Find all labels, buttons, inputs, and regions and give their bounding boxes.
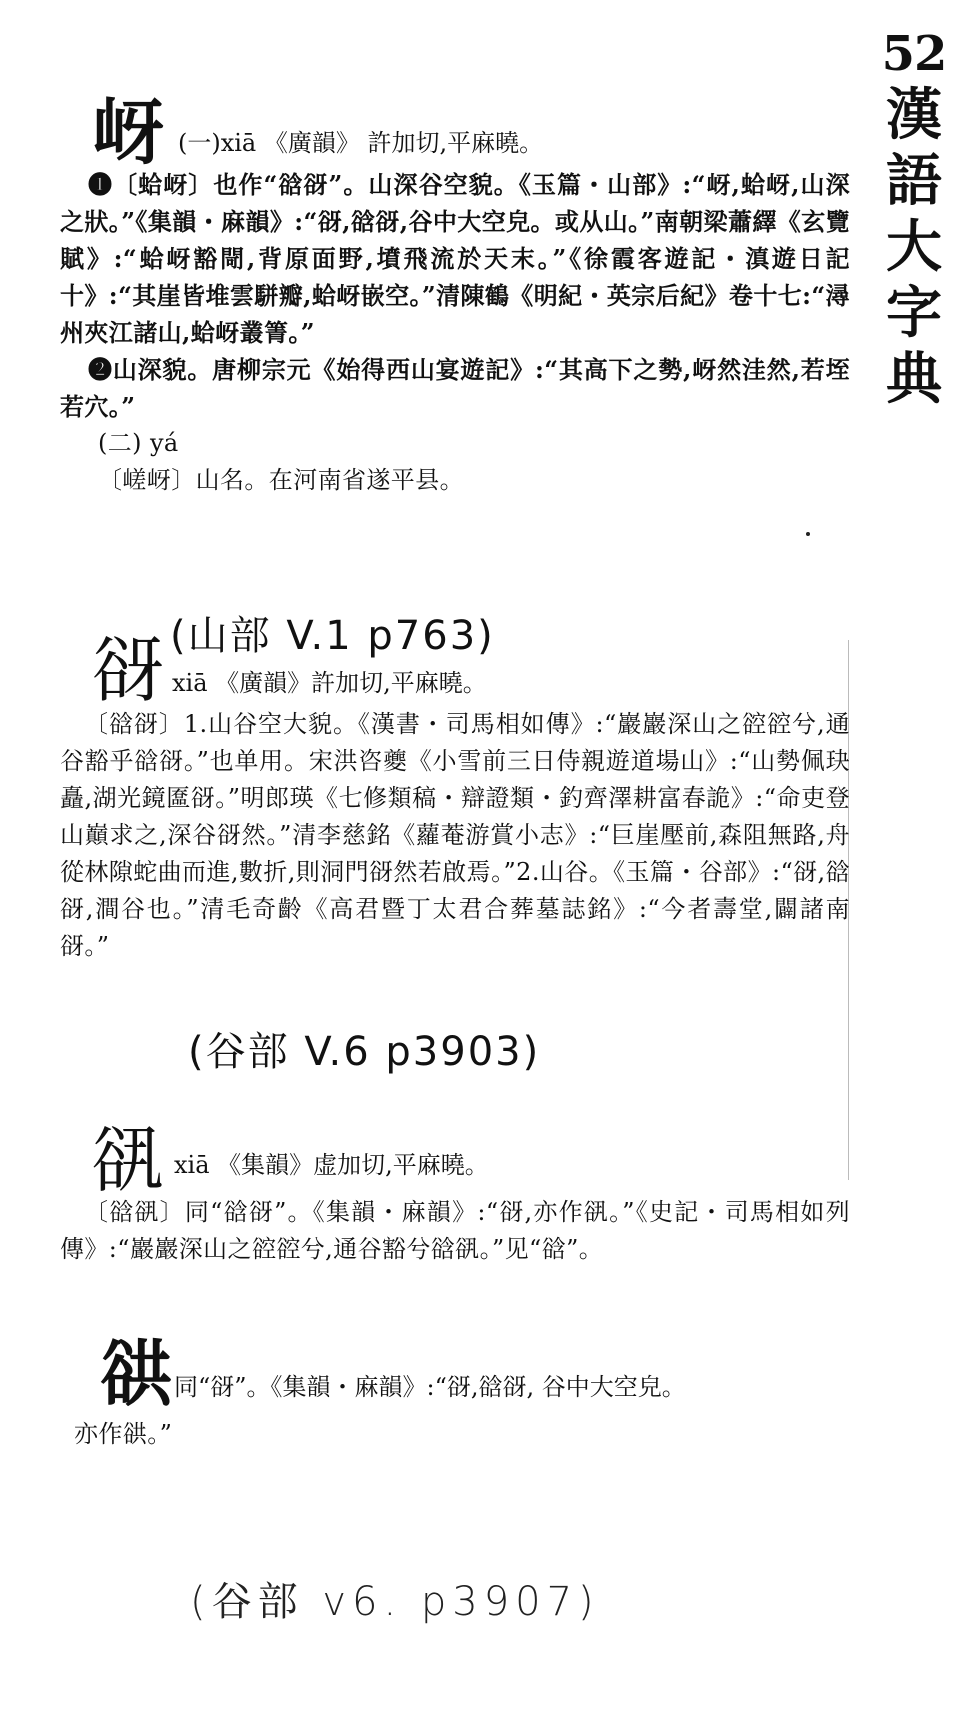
entry-1-body xyxy=(60,166,850,499)
headword-4: 谼 xyxy=(100,1331,173,1416)
headword-2: 谺 xyxy=(92,628,165,712)
book-title-char: 漢 xyxy=(886,82,942,148)
entry-2-body xyxy=(60,706,850,965)
book-title-char: 語 xyxy=(886,148,942,214)
definition-paragraph: ❶〔蛤岈〕也作“谽谺”。山深谷空貌。《玉篇・山部》:“岈,蛤岈,山深之狀。”《集韻・麻韻》:“谺,谽谺,谷中大空皃。或从山。”南朝梁蕭繹《玄覽賦》:“蛤岈豁閜,背原面野,墳飛流於天末。”《徐霞客遊記・滇遊日記十》:“其崖皆堆雲駢瓣,蛤岈嵌空。”清陳鶴《明紀・英宗后紀》卷十七:“潯州夾江諸山,蛤岈叢箐。” xyxy=(60,170,850,347)
reading-label: (二) yá xyxy=(98,429,179,457)
definition-paragraph: 〔嵯岈〕山名。在河南省遂平县。 xyxy=(98,466,464,494)
entry-4-body xyxy=(60,1416,850,1453)
speck xyxy=(806,532,810,536)
book-title-label xyxy=(876,26,952,412)
entry-3-body xyxy=(60,1194,850,1268)
handwritten-source-note: (谷部 v6. p3907) xyxy=(190,1579,600,1625)
handwritten-source-note: (谷部 V.6 p3903) xyxy=(188,1029,541,1075)
pronunciation-1: (一)xiā 《廣韻》 許加切,平麻曉。 xyxy=(178,129,544,157)
book-title-char: 字 xyxy=(886,280,942,346)
handwritten-source-note: (山部 V.1 p763) xyxy=(170,613,495,659)
book-title-char: 大 xyxy=(886,214,942,280)
pronunciation-3: xiā 《集韻》虚加切,平麻曉。 xyxy=(174,1151,489,1179)
page-number: 52 xyxy=(881,26,947,82)
definition-paragraph: 〔谽谺〕1.山谷空大貌。《漢書・司馬相如傳》:“巖巖深山之谾谾兮,通谷豁乎谽谺。”也单用。宋洪咨夔《小雪前三日侍親遊道場山》:“山勢佩玦矗,湖光鏡匲谺。”明郎瑛《七修類稿・辯證類・釣齊澤耕富春詭》:“命吏登山巔求之,深谷谺然。”清李慈銘《蘿菴游賞小志》:“巨崖壓前,森阻無路,舟從林隙蛇曲而進,數折,則洞門谺然若啟焉。”2.山谷。《玉篇・谷部》:“谺,谽谺,澗谷也。”清毛奇齡《高君暨丁太君合葬墓誌銘》:“今者壽堂,闢諸南谺。” xyxy=(60,710,850,960)
book-title-char: 典 xyxy=(886,346,942,412)
pronunciation-2: xiā 《廣韻》許加切,平麻曉。 xyxy=(172,669,487,697)
headword-3: 谻 xyxy=(92,1118,165,1202)
definition-paragraph: 〔谽谻〕同“谽谺”。《集韻・麻韻》:“谺,亦作谻。”《史記・司馬相如列傳》:“巖巖深山之谾谾兮,通谷豁兮谽谻。”见“谽”。 xyxy=(60,1198,850,1263)
pronunciation-4: 同“谺”。《集韻・麻韻》:“谺,谽谺, 谷中大空皃。 xyxy=(174,1373,686,1401)
definition-paragraph: 亦作谼。” xyxy=(74,1420,173,1448)
definition-paragraph: ❷山深貌。唐柳宗元《始得西山宴遊記》:“其高下之勢,岈然洼然,若垤若穴。” xyxy=(60,355,850,421)
headword-1: 岈 xyxy=(92,89,165,174)
